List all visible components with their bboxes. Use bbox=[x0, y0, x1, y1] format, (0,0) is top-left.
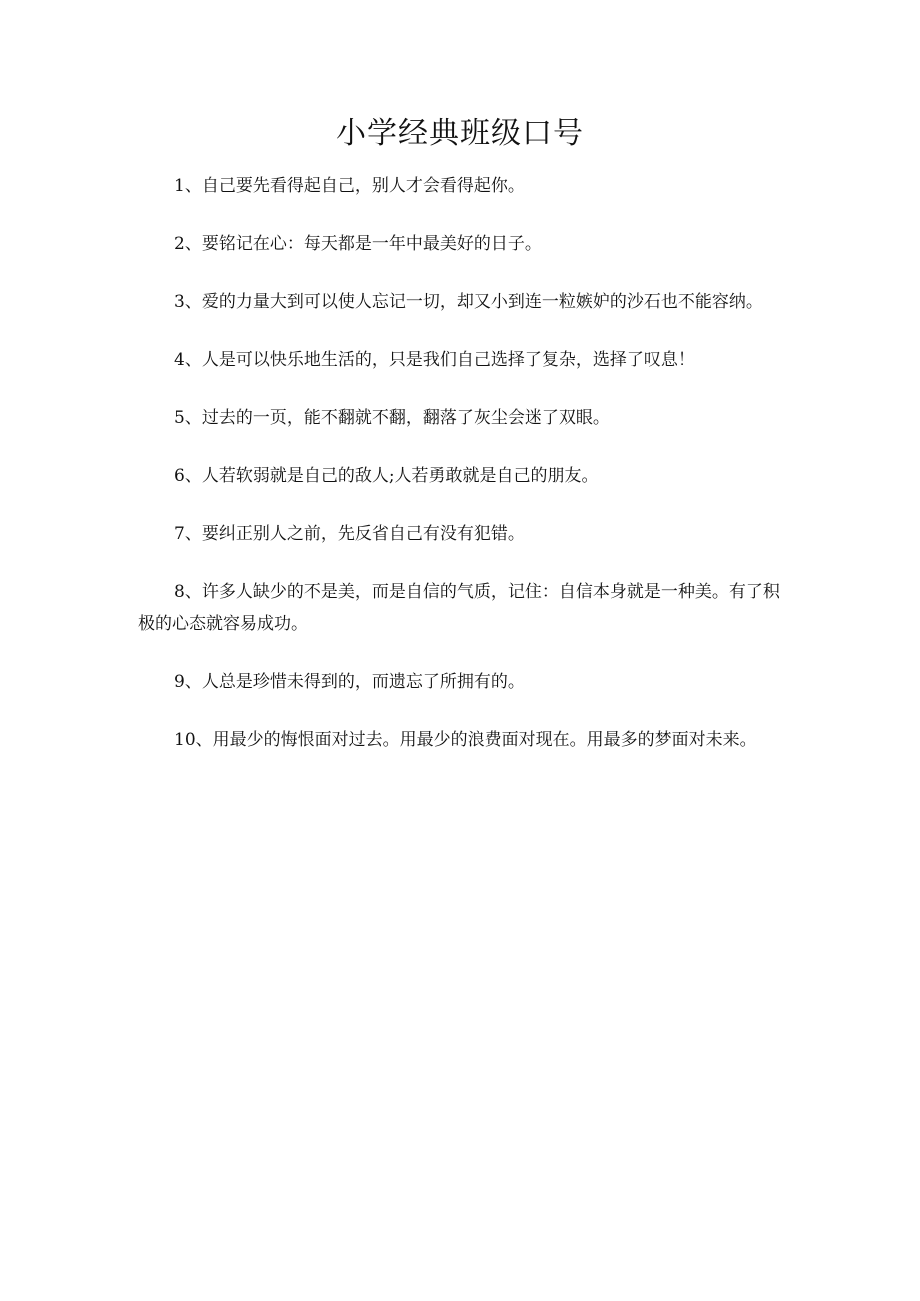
slogan-item-3: 3、爱的力量大到可以使人忘记一切，却又小到连一粒嫉妒的沙石也不能容纳。 bbox=[174, 292, 763, 312]
slogan-item-7: 7、要纠正别人之前，先反省自己有没有犯错。 bbox=[174, 524, 525, 544]
slogan-item-10: 10、用最少的悔恨面对过去。用最少的浪费面对现在。用最多的梦面对未来。 bbox=[174, 730, 757, 750]
slogan-item-5: 5、过去的一页，能不翻就不翻，翻落了灰尘会迷了双眼。 bbox=[174, 408, 610, 428]
slogan-item-2: 2、要铭记在心：每天都是一年中最美好的日子。 bbox=[174, 234, 542, 254]
slogan-item-6: 6、人若软弱就是自己的敌人;人若勇敢就是自己的朋友。 bbox=[174, 466, 599, 486]
slogan-list bbox=[138, 170, 783, 782]
slogan-item-8: 8、许多人缺少的不是美，而是自信的气质，记住：自信本身就是一种美。有了积极的心态就容易成功。 bbox=[138, 582, 780, 634]
document-title: 小学经典班级口号 bbox=[336, 116, 584, 151]
slogan-item-9: 9、人总是珍惜未得到的，而遗忘了所拥有的。 bbox=[174, 672, 525, 692]
slogan-item-4: 4、人是可以快乐地生活的，只是我们自己选择了复杂，选择了叹息！ bbox=[174, 350, 695, 370]
slogan-item-1: 1、自己要先看得起自己，别人才会看得起你。 bbox=[174, 176, 525, 196]
